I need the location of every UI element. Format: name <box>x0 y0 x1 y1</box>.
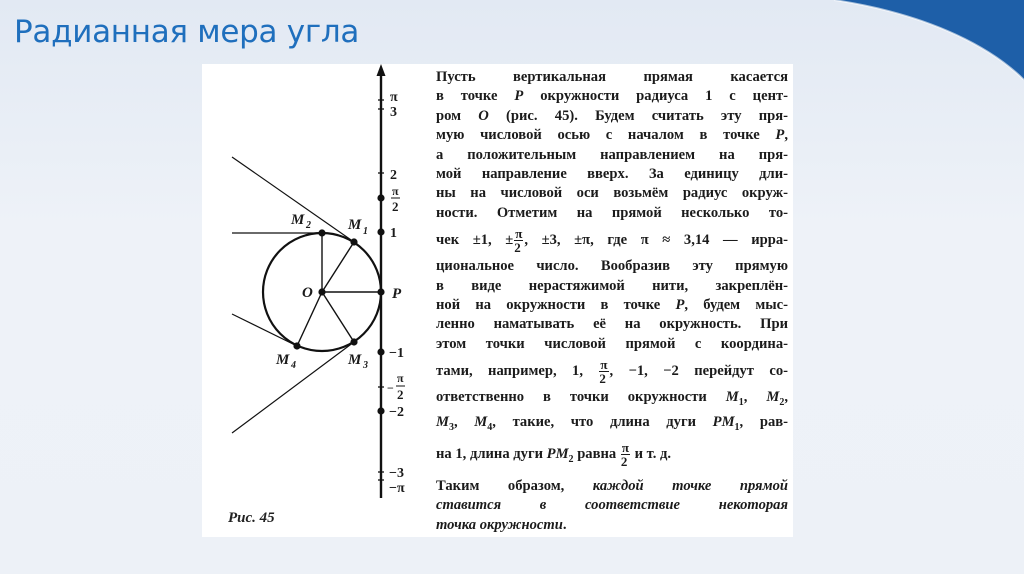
figure-caption: Рис. 45 <box>228 510 275 526</box>
fraction-pi-over-2: $\frac{\pi}{2}$ <box>599 357 608 387</box>
axis-label-minus-3: −3 <box>389 466 404 481</box>
axis-label-minus-half-pi-sign: − <box>387 381 394 395</box>
point-label-M4-sub: 4 <box>291 360 296 371</box>
axis-label-minus-half-pi-den: 2 <box>397 387 404 402</box>
text-line: ленно наматывать её на окружность. При <box>436 316 788 333</box>
point-label-M2: M <box>291 212 305 228</box>
point-label-O: O <box>302 285 313 301</box>
axis-label-pi-num: π <box>390 90 398 105</box>
text-line: мую числовой осью с началом в точке P, <box>436 127 788 144</box>
axis-label-half-pi-den: 2 <box>392 199 399 214</box>
textbook-excerpt-card <box>202 64 793 537</box>
axis-label-minus-1: −1 <box>389 346 404 361</box>
text-line: ром O (рис. 45). Будем считать эту пря- <box>436 107 788 124</box>
conclusion-line: Таким образом, каждой точке прямой <box>436 477 788 494</box>
corner-swoosh-decoration <box>784 0 1024 80</box>
point-label-M3: M <box>348 352 362 368</box>
axis-label-minus-2: −2 <box>389 405 404 420</box>
text-line: в точке P окружности радиуса 1 с цент- <box>436 88 789 105</box>
point-label-P: P <box>392 286 402 302</box>
text-line: на 1, длина дуги $PM_2$ равна $\frac{\pi}{2}$ и т. д. <box>436 440 672 470</box>
axis-label-minus-half-pi-num: π <box>397 371 404 385</box>
conclusion-line: точка окружности. <box>436 516 567 533</box>
point-label-M3-sub: 3 <box>363 360 368 371</box>
text-line: тами, например, 1, $\frac{\pi}{2}$ , −1, −2 перейдут со- <box>436 357 788 387</box>
axis-label-1: 1 <box>390 226 397 241</box>
text-line: мой направление вверх. За единицу дли- <box>436 166 788 183</box>
axis-arrow-icon <box>377 64 386 76</box>
text-line: Пусть вертикальная прямая касается <box>436 69 788 85</box>
text-line: а положительным направлением на пря- <box>436 146 788 163</box>
conclusion-line: ставится в соответствие некоторая <box>436 497 788 514</box>
point-label-M4: M <box>276 352 290 368</box>
text-line: $M_3$, $M_4$, такие, что длина дуги $PM_1$, рав- <box>436 413 788 433</box>
text-line: ответственно в точки окружности $M_1$, $M_2$, <box>436 389 788 409</box>
point-label-M1: M <box>348 217 362 233</box>
fraction-pi-over-2: $\frac{\pi}{2}$ <box>514 226 523 256</box>
text-line: ной на окружности в точке P, будем мыс- <box>436 297 788 314</box>
text-line: этом точки числовой прямой с координа- <box>436 335 788 352</box>
explanation-text <box>436 68 788 535</box>
axis-label-2: 2 <box>390 168 397 183</box>
unit-circle-figure <box>202 64 436 537</box>
text-line: ны на числовой оси возьмём радиус окруж- <box>436 185 788 202</box>
text-line: ности. Отметим на прямой несколько то- <box>436 204 788 221</box>
point-label-M1-sub: 1 <box>363 226 368 237</box>
text-line: циональное число. Вообразив эту прямую <box>436 258 788 275</box>
text-line: чек ±1, ± $\frac{\pi}{2}$ , ±3, ±π, где π ≈ 3,14 — ирра- <box>436 226 788 256</box>
axis-label-half-pi-num: π <box>392 184 399 198</box>
point-label-M2-sub: 2 <box>306 220 311 231</box>
axis-label-minus-pi: −π <box>389 481 405 496</box>
text-line: в виде нерастяжимой нити, закреплён- <box>436 277 788 294</box>
fraction-pi-over-2: $\frac{\pi}{2}$ <box>620 440 629 470</box>
axis-label-3: 3 <box>390 105 397 120</box>
slide-title: Радианная мера угла <box>14 14 360 50</box>
